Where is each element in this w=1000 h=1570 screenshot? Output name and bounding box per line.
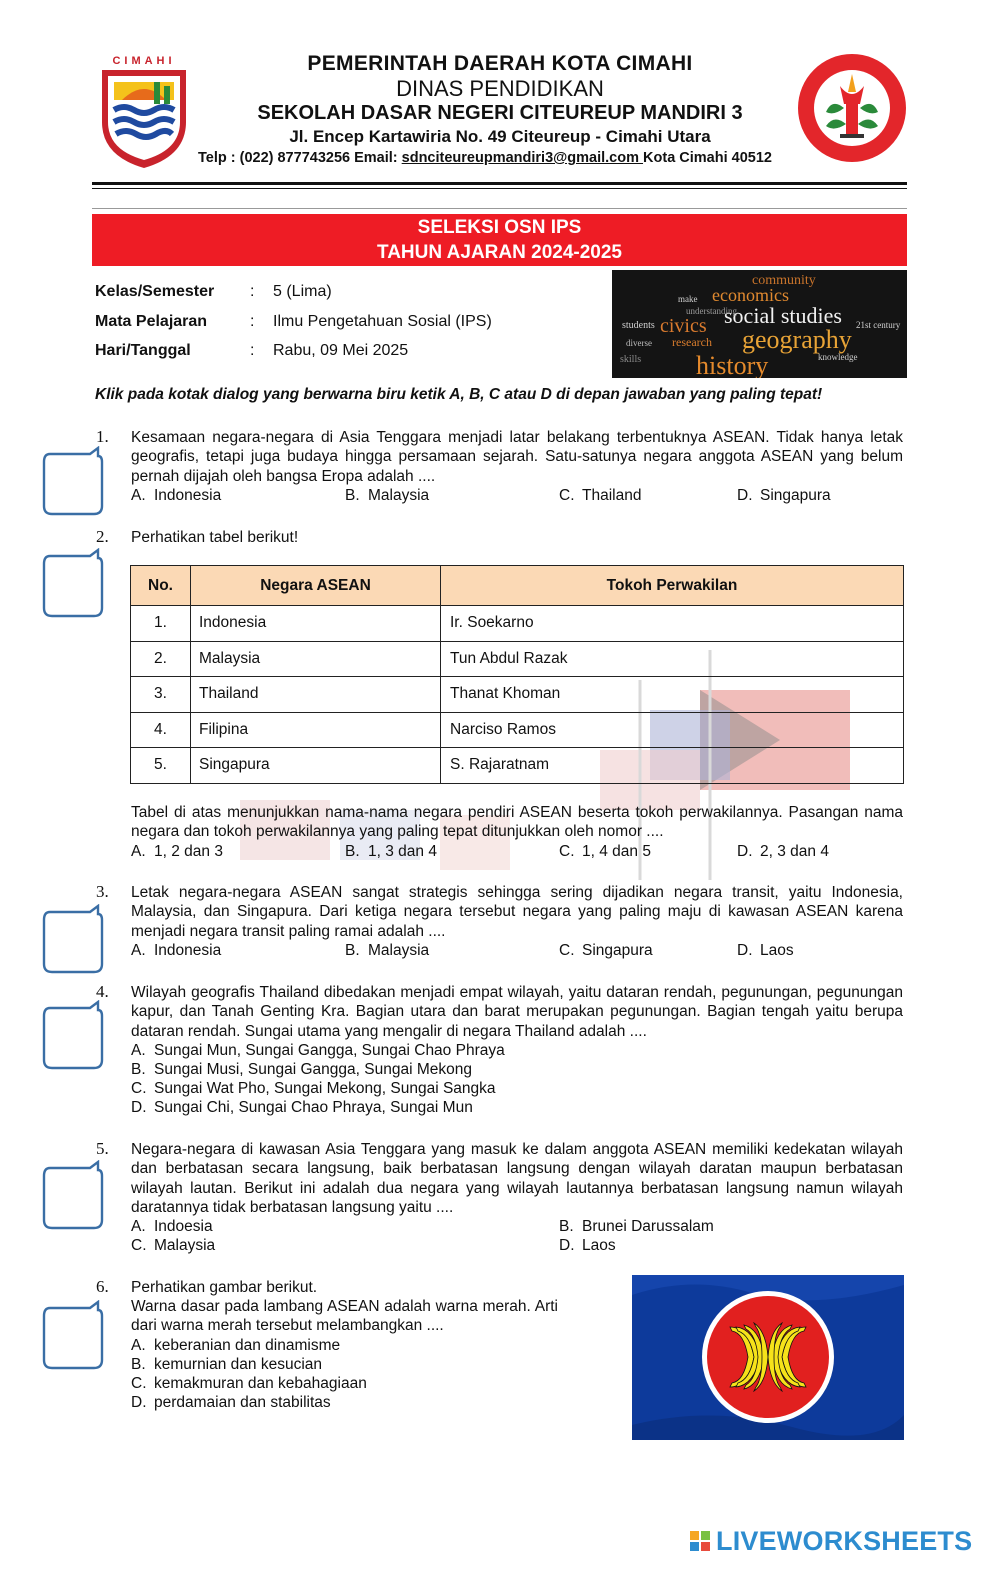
- option-key: D.: [737, 487, 753, 504]
- table-header: No.: [131, 566, 191, 606]
- wordcloud-word: social studies: [724, 303, 842, 328]
- exam-title: SELEKSI OSN IPS: [417, 217, 582, 238]
- table-cell: Tun Abdul Razak: [441, 641, 904, 677]
- option-b: [345, 486, 429, 505]
- table-row: [131, 677, 904, 713]
- table-cell: 5.: [131, 748, 191, 784]
- option-text: 2, 3 dan 4: [760, 843, 829, 860]
- option-b: [345, 941, 429, 960]
- question-text-continued: Tabel di atas menunjukkan nama-nama negara pendiri ASEAN beserta tokoh perwakilannya. Pasangan nama negara dan tokoh perwakilannya yang paling tepat ditunjukkan oleh nomor ....: [131, 804, 903, 841]
- wordcloud-word: diverse: [626, 338, 652, 348]
- liveworksheets-brand: LIVEWORKSHEETS: [716, 1526, 973, 1556]
- table-cell: 1.: [131, 606, 191, 642]
- info-label: Hari/Tanggal: [95, 342, 191, 359]
- letterhead: [190, 52, 810, 168]
- table-cell: S. Rajaratnam: [441, 748, 904, 784]
- option-d: [737, 941, 794, 960]
- contact-city: Kota Cimahi 40512: [643, 150, 772, 166]
- question-number: 2.: [96, 527, 109, 546]
- option-key: C.: [131, 1080, 147, 1097]
- option-d: [131, 1098, 473, 1117]
- option-text: Indoesia: [154, 1218, 213, 1235]
- option-text: Sungai Wat Pho, Sungai Mekong, Sungai Sangka: [154, 1080, 496, 1097]
- exam-title-banner: [92, 214, 907, 266]
- option-key: B.: [345, 843, 360, 860]
- question-text-continued: Warna dasar pada lambang ASEAN adalah warna merah. Arti dari warna merah tersebut melambangkan ....: [131, 1298, 558, 1335]
- wordcloud-word: research: [672, 335, 712, 349]
- option-c: [131, 1079, 496, 1098]
- table-cell: Malaysia: [191, 641, 441, 677]
- option-key: D.: [737, 942, 753, 959]
- wordcloud-word: geography: [742, 325, 852, 354]
- wordcloud-word: knowledge: [818, 352, 858, 362]
- question-text: Perhatikan tabel berikut!: [131, 529, 299, 546]
- question-text: Kesamaan negara-negara di Asia Tenggara menjadi latar belakang terbentuknya ASEAN. Tidak hanya letak geografis, tetapi juga budaya hingga persamaan sejarah. Satu-satunya negara anggota ASEAN yang belum pernah dijajah oleh bangsa Eropa adalah ....: [131, 429, 903, 485]
- option-text: Thailand: [582, 487, 642, 504]
- question-number: 4.: [96, 982, 109, 1001]
- question-number: 6.: [96, 1277, 109, 1296]
- option-key: B.: [345, 487, 360, 504]
- option-a: [131, 842, 223, 861]
- option-d: [737, 486, 831, 505]
- social-studies-wordcloud-image: [612, 270, 907, 378]
- option-key: D.: [737, 843, 753, 860]
- answer-input-box-3[interactable]: [42, 904, 104, 974]
- option-text: Indonesia: [154, 942, 222, 959]
- option-d: [559, 1236, 616, 1255]
- option-key: A.: [131, 1337, 146, 1354]
- info-value: Ilmu Pengetahuan Sosial (IPS): [273, 312, 492, 330]
- table-cell: Filipina: [191, 712, 441, 748]
- wordcloud-word: history: [696, 351, 769, 378]
- table-row: [131, 712, 904, 748]
- table-header: Negara ASEAN: [191, 566, 441, 606]
- info-colon: :: [250, 312, 255, 330]
- option-c: [559, 486, 641, 505]
- option-text: Malaysia: [368, 942, 430, 959]
- option-text: Malaysia: [368, 487, 430, 504]
- table-header: Tokoh Perwakilan: [441, 566, 904, 606]
- letterhead-rule-thin: [92, 188, 907, 189]
- table-row: [131, 606, 904, 642]
- wordcloud-word: 21st century: [856, 320, 901, 330]
- school-address: Jl. Encep Kartawiria No. 49 Citeureup - Cimahi Utara: [289, 127, 711, 146]
- answer-input-box-5[interactable]: [42, 1160, 104, 1230]
- banner-top-rule: [92, 208, 907, 209]
- option-text: Sungai Mun, Sungai Gangga, Sungai Chao Phraya: [154, 1042, 505, 1059]
- table-row: [131, 641, 904, 677]
- option-text: kemurnian dan kesucian: [154, 1356, 323, 1373]
- question-number: 3.: [96, 882, 109, 901]
- option-b: [131, 1355, 322, 1374]
- option-key: C.: [131, 1375, 147, 1392]
- option-b: [131, 1060, 472, 1079]
- option-c: [131, 1236, 215, 1255]
- option-key: A.: [131, 1042, 146, 1059]
- question-number: 1.: [96, 427, 109, 446]
- letterhead-rule: [92, 182, 907, 185]
- info-colon: :: [250, 283, 255, 300]
- option-key: C.: [559, 843, 575, 860]
- table-cell: Thailand: [191, 677, 441, 713]
- question-text: Perhatikan gambar berikut.: [131, 1279, 318, 1296]
- table: [130, 565, 904, 784]
- answer-input-box-2[interactable]: [42, 548, 104, 618]
- option-text: perdamaian dan stabilitas: [154, 1394, 331, 1411]
- wordcloud-word: understanding: [686, 306, 737, 316]
- wordcloud-word: make: [678, 294, 698, 304]
- table-cell: Narciso Ramos: [441, 712, 904, 748]
- answer-instruction: Klik pada kotak dialog yang berwarna biru ketik A, B, C atau D di depan jawaban yang paling tepat!: [95, 386, 823, 403]
- asean-founders-table: [130, 565, 904, 783]
- answer-input-box-1[interactable]: [42, 446, 104, 516]
- option-text: Indonesia: [154, 487, 222, 504]
- option-a: [131, 486, 221, 505]
- option-d: [131, 1393, 331, 1412]
- option-a: [131, 1041, 505, 1060]
- option-key: D.: [559, 1237, 575, 1254]
- option-c: [559, 941, 653, 960]
- option-text: Sungai Chi, Sungai Chao Phraya, Sungai Mun: [154, 1099, 473, 1116]
- option-text: Singapura: [760, 487, 831, 504]
- option-text: Malaysia: [154, 1237, 216, 1254]
- info-label: Mata Pelajaran: [95, 312, 208, 330]
- option-text: 1, 2 dan 3: [154, 843, 223, 860]
- academic-year: TAHUN AJARAN 2024-2025: [377, 242, 622, 263]
- wordcloud-word: students: [622, 320, 655, 331]
- info-colon: :: [250, 342, 255, 359]
- table-header-row: [131, 566, 904, 606]
- option-d: [737, 842, 829, 861]
- option-key: A.: [131, 942, 146, 959]
- table-cell: 4.: [131, 712, 191, 748]
- table-row: [131, 748, 904, 784]
- wordcloud-word: economics: [712, 285, 789, 305]
- logo-city-text: CIMAHI: [112, 55, 176, 67]
- option-c: [131, 1374, 367, 1393]
- option-text: Laos: [582, 1237, 616, 1254]
- option-text: Sungai Musi, Sungai Gangga, Sungai Mekong: [154, 1061, 472, 1078]
- option-key: C.: [131, 1237, 147, 1254]
- wordcloud-word: skills: [620, 354, 642, 365]
- government-name: PEMERINTAH DAERAH KOTA CIMAHI: [307, 52, 693, 75]
- table-cell: Thanat Khoman: [441, 677, 904, 713]
- option-text: Laos: [760, 942, 794, 959]
- option-c: [559, 842, 651, 861]
- option-key: B.: [559, 1218, 574, 1235]
- table-cell: Ir. Soekarno: [441, 606, 904, 642]
- option-b: [345, 842, 437, 861]
- answer-input-box-4[interactable]: [42, 1000, 104, 1070]
- table-cell: 2.: [131, 641, 191, 677]
- answer-input-box-6[interactable]: [42, 1300, 104, 1370]
- question-number: 5.: [96, 1139, 109, 1158]
- option-key: B.: [345, 942, 360, 959]
- option-text: Brunei Darussalam: [582, 1218, 714, 1235]
- contact-phone: Telp : (022) 877743256 Email:: [198, 150, 402, 166]
- info-label: Kelas/Semester: [95, 283, 215, 300]
- option-key: C.: [559, 942, 575, 959]
- option-key: A.: [131, 487, 146, 504]
- table-cell: 3.: [131, 677, 191, 713]
- option-key: B.: [131, 1061, 146, 1078]
- option-key: C.: [559, 487, 575, 504]
- wordcloud-word: community: [752, 273, 816, 288]
- table-cell: Indonesia: [191, 606, 441, 642]
- option-text: Singapura: [582, 942, 653, 959]
- option-a: [131, 1217, 213, 1236]
- table-cell: Singapura: [191, 748, 441, 784]
- question-text: Wilayah geografis Thailand dibedakan menjadi empat wilayah, yaitu dataran rendah, pegunungan, pegunungan kapur, dan Tanah Genting Kra. Bagian utara dan barat merupakan pegunungan. Bagian tengah yaitu berupa dataran rendah. Sungai utama yang mengalir di negara Thailand adalah ....: [131, 984, 903, 1040]
- option-text: keberanian dan dinamisme: [154, 1337, 341, 1354]
- question-text: Negara-negara di kawasan Asia Tenggara yang masuk ke dalam anggota ASEAN memiliki kedekatan wilayah dan berbatasan secara langsung, baik berbatasan langsung dengan wilayah daratan maupun berbatasan wilayah lautan. Berikut ini adalah dua negara yang wilayah lautannya berbatasan langsung namun wilayah daratannya tidak berbatasan langsung yaitu ....: [131, 1141, 903, 1217]
- option-a: [131, 1336, 340, 1355]
- option-text: 1, 4 dan 5: [582, 843, 651, 860]
- question-text: Letak negara-negara ASEAN sangat strategis sehingga sering dijadikan negara transit, yaitu Indonesia, Malaysia, dan Singapura. Dari ketiga negara tersebut negara yang paling maju di kawasan ASEAN karena menjadi negara transit paling ramai adalah ....: [131, 884, 903, 940]
- option-key: A.: [131, 843, 146, 860]
- school-contact: [160, 148, 810, 168]
- asean-emblem-flag-image: [632, 1275, 904, 1440]
- department-name: DINAS PENDIDIKAN: [396, 76, 604, 101]
- school-name: SEKOLAH DASAR NEGERI CITEUREUP MANDIRI 3: [257, 102, 743, 124]
- option-text: 1, 3 dan 4: [368, 843, 437, 860]
- option-key: B.: [131, 1356, 146, 1373]
- info-value: 5 (Lima): [273, 283, 332, 300]
- wordcloud-word: civics: [660, 315, 707, 337]
- option-key: D.: [131, 1099, 147, 1116]
- option-a: [131, 941, 221, 960]
- option-key: D.: [131, 1394, 147, 1411]
- option-text: kemakmuran dan kebahagiaan: [154, 1375, 367, 1392]
- contact-email: sdnciteureupmandiri3@gmail.com: [401, 150, 644, 166]
- option-b: [559, 1217, 714, 1236]
- school-logo: [796, 52, 908, 164]
- option-key: A.: [131, 1218, 146, 1235]
- info-value: Rabu, 09 Mei 2025: [273, 342, 409, 359]
